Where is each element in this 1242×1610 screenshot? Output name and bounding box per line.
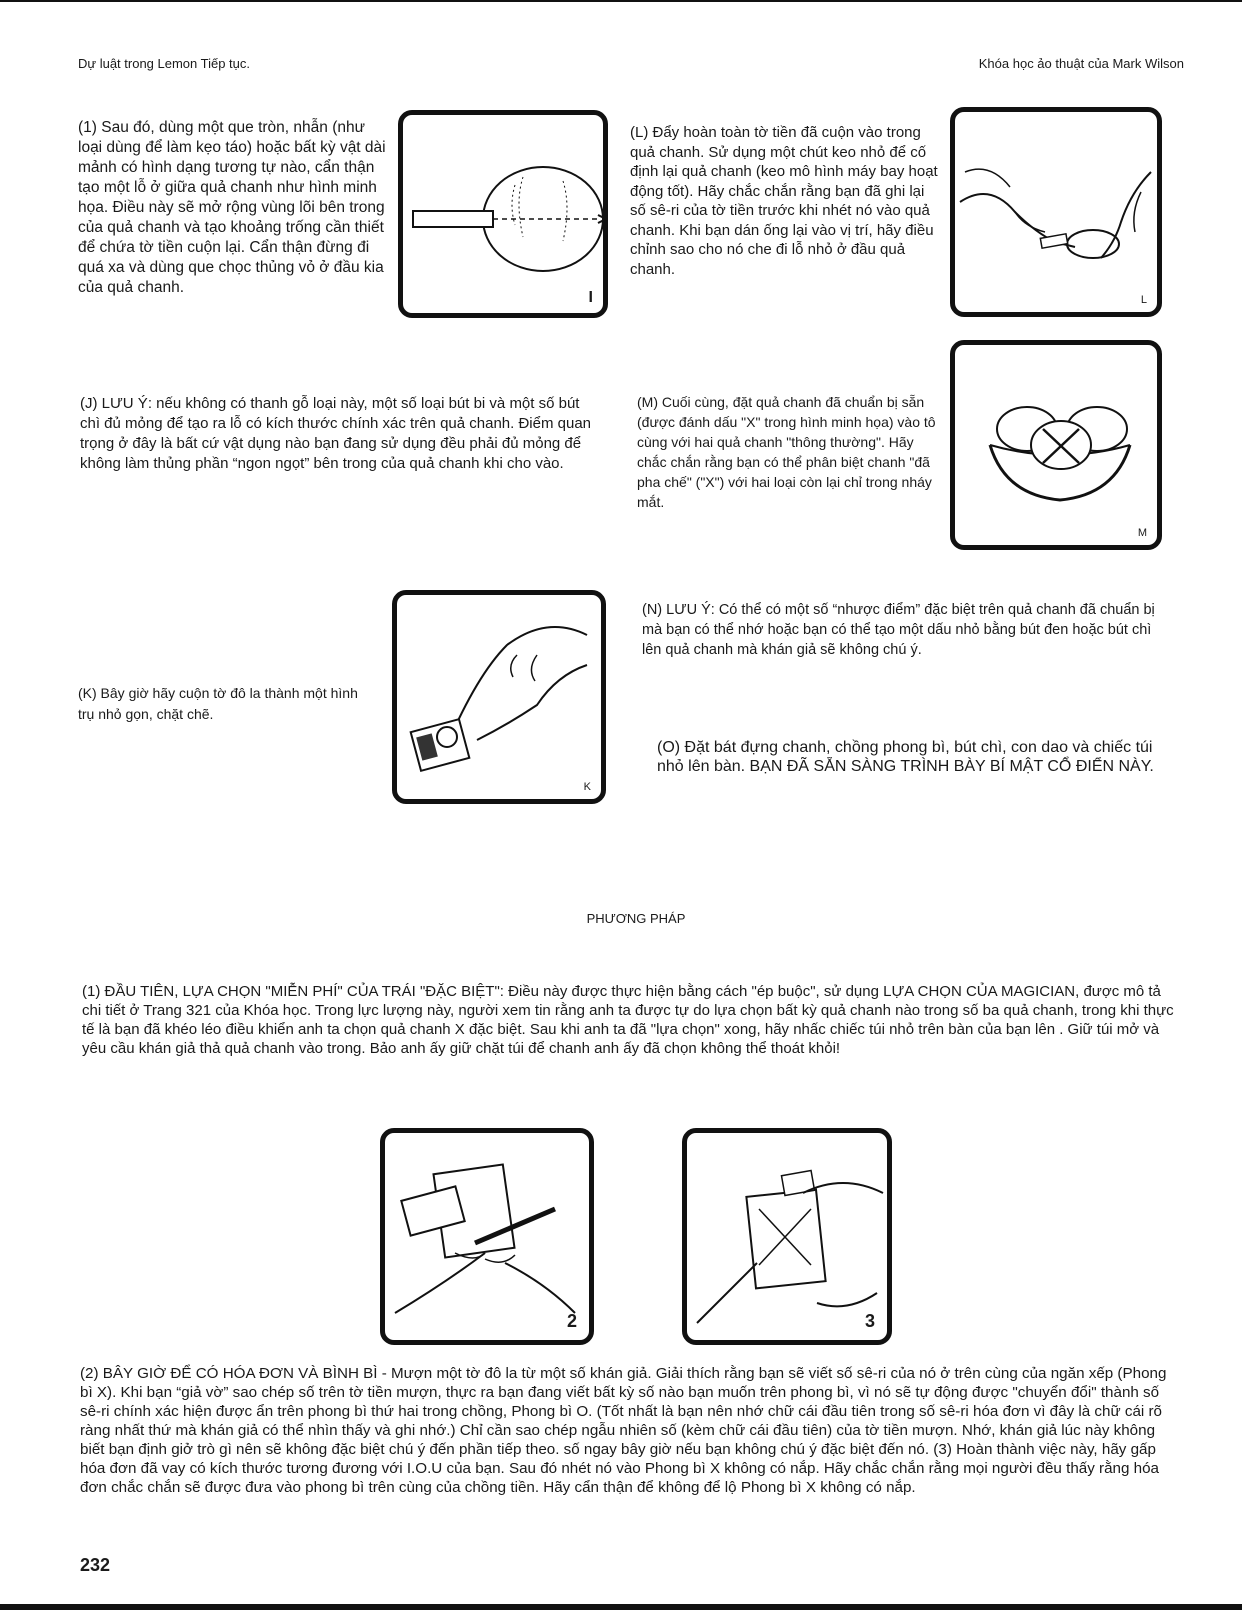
step-i-text: (1) Sau đó, dùng một que tròn, nhẫn (như loại dùng để làm kẹo táo) hoặc bất kỳ vật dài mảnh có hình dạng tương tự nào, cẩn thận tạo một lỗ ở giữa quả chanh như hình minh họa. Điều này sẽ mở rộng vùng lõi bên trong của quả chanh và tạo khoảng trống cần thiết để chứa tờ tiền cuộn lại. Cẩn thận đừng đi quá xa và dùng que chọc thủng vỏ ở đầu kia của quả chanh. (78, 119, 386, 296)
figure-2-label: 2 (566, 1311, 577, 1331)
folding-bill-illustration (687, 1133, 887, 1340)
hands-bill-illustration (955, 112, 1157, 312)
step-k-text: (K) Bây giờ hãy cuộn tờ đô la thành một hình trụ nhỏ gọn, chặt chẽ. (78, 685, 358, 722)
running-header-right: Khóa học ảo thuật của Mark Wilson (978, 56, 1184, 71)
step-l-text: (L) Đẩy hoàn toàn tờ tiền đã cuộn vào trong quả chanh. Sử dụng một chút keo nhỏ để cố định lại quả chanh (keo mô hình máy bay hoạt động tốt). Hãy chắc chắn rằng bạn đã ghi lại số sê-ri của tờ tiền trước khi nhét nó vào quả chanh. Khi bạn dán ống lại vào vị trí, hãy điều chỉnh sao cho nó che đi lỗ nhỏ ở đầu quả chanh. (630, 124, 938, 278)
method-heading: PHƯƠNG PHÁP (586, 911, 686, 926)
lemon-stick-illustration (403, 115, 603, 313)
figure-m-label: M (1137, 527, 1147, 539)
step-n-text: (N) LƯU Ý: Có thể có một số “nhược điểm” đặc biệt trên quả chanh đã chuẩn bị mà bạn có thể nhớ hoặc bạn có thể tạo một dấu nhỏ bằng bút đen hoặc bút chì lên quả chanh mà khán giả sẽ không chú ý. (642, 602, 1155, 658)
bottom-rule (0, 1604, 1242, 1610)
page-number: 232 (80, 1555, 111, 1575)
figure-m-lemon-bowl (950, 340, 1162, 550)
top-rule (0, 0, 1242, 2)
figure-l-hands-bill (950, 107, 1162, 317)
lemon-bowl-illustration (955, 345, 1157, 545)
method-paragraph-1: (1) ĐẦU TIÊN, LỰA CHỌN "MIỄN PHÍ" CỦA TRÁI "ĐẶC BIỆT": Điều này được thực hiện bằng cách "ép buộc", sử dụng LỰA CHỌN CỦA MAGICIAN, được mô tả chi tiết ở Trang 321 của Khóa học. Trong lực lượng này, người xem tin rằng anh ta được tự do lựa chọn bất kỳ quả chanh nào trong số ba quả chanh, trong khi thực tế là bạn đã khéo léo điều khiển anh ta chọn quả chanh X đặc biệt. Sau khi anh ta đã "lựa chọn" xong, hãy nhấc chiếc túi nhỏ trên bàn của bạn lên . Giữ túi mở và yêu cầu khán giả thả quả chanh vào trong. Bảo anh ấy giữ chặt túi để chanh anh ấy đã chọn không thể thoát khỏi! (82, 983, 1174, 1057)
step-m-text: (M) Cuối cùng, đặt quả chanh đã chuẩn bị sẵn (được đánh dấu "X" trong hình minh họa) vào tô cùng với hai quả chanh "thông thường". Hãy chắc chắn rằng bạn có thể phân biệt chanh "đã pha chế" ("X") với hai loại còn lại chỉ trong nháy mắt. (637, 394, 936, 510)
method-paragraph-2: (2) BÂY GIỜ ĐỂ CÓ HÓA ĐƠN VÀ BÌNH BÌ - Mượn một tờ đô la từ một số khán giả. Giải thích rằng bạn sẽ viết số sê-ri của nó ở trên cùng của ngăn xếp (Phong bì X). Khi bạn “giả vờ” sao chép số trên tờ tiền mượn, thực ra bạn đang viết bất kỳ số nào bạn muốn trên phong bì, vì nó sẽ tự động được "chuyển đổi" thành số sê-ri chính xác hiện được ẩn trên phong bì thứ hai trong chồng, Phong bì O. (Tốt nhất là bạn nên nhớ chữ cái đầu tiên trong số sê-ri hóa đơn vì đây là chữ cái rõ ràng nhất thứ mà khán giả có thể nhìn thấy và ghi nhớ.) Chỉ cần sao chép ngẫu nhiên số (kèm chữ cái đầu tiên) của tờ tiền mượn. Nhớ, khán giả lúc này không biết bạn định giở trò gì nên sẽ không đặc biệt chú ý đến phần tiếp theo. số ngay bây giờ nếu bạn không chú ý đặc biệt đến nó. (3) Hoàn thành việc này, hãy gấp hóa đơn đã vay có kích thước tương đương với I.O.U của bạn. Sau đó nhét nó vào Phong bì X không có nắp. Hãy chắc chắn rằng mọi người đều thấy rằng hóa đơn chắc chắn sẽ được đưa vào phong bì trên cùng của chồng tiền. Hãy cẩn thận để không để lộ Phong bì X không có nắp. (80, 1365, 1167, 1496)
figure-i-lemon-stick (398, 110, 608, 318)
figure-3-folding-bill (682, 1128, 892, 1345)
figure-k-rolling-bill (392, 590, 606, 804)
figure-l-label: L (1140, 294, 1147, 306)
running-header-left: Dự luật trong Lemon Tiếp tục. (78, 56, 251, 71)
step-j-text: (J) LƯU Ý: nếu không có thanh gỗ loại này, một số loại bút bi và một số bút chì đủ mỏng để tạo ra lỗ có kích thước chính xác trên quả chanh. Điểm quan trọng ở đây là bất cứ vật dụng nào bạn đang sử dụng đều phải đủ mỏng để không làm thủng phần “ngon ngọt” bên trong của quả chanh khi cho vào. (80, 395, 592, 472)
figure-i-label: I (588, 289, 593, 306)
figure-2-writing-envelope (380, 1128, 594, 1345)
figure-k-label: K (583, 781, 591, 793)
rolling-bill-illustration (397, 595, 601, 799)
figure-3-label: 3 (864, 1311, 875, 1331)
writing-envelope-illustration (385, 1133, 589, 1340)
step-o-text: (O) Đặt bát đựng chanh, chồng phong bì, bút chì, con dao và chiếc túi nhỏ lên bàn. BẠN ĐÃ SẴN SÀNG TRÌNH BÀY BÍ MẬT CỔ ĐIỂN NÀY. (657, 739, 1154, 775)
